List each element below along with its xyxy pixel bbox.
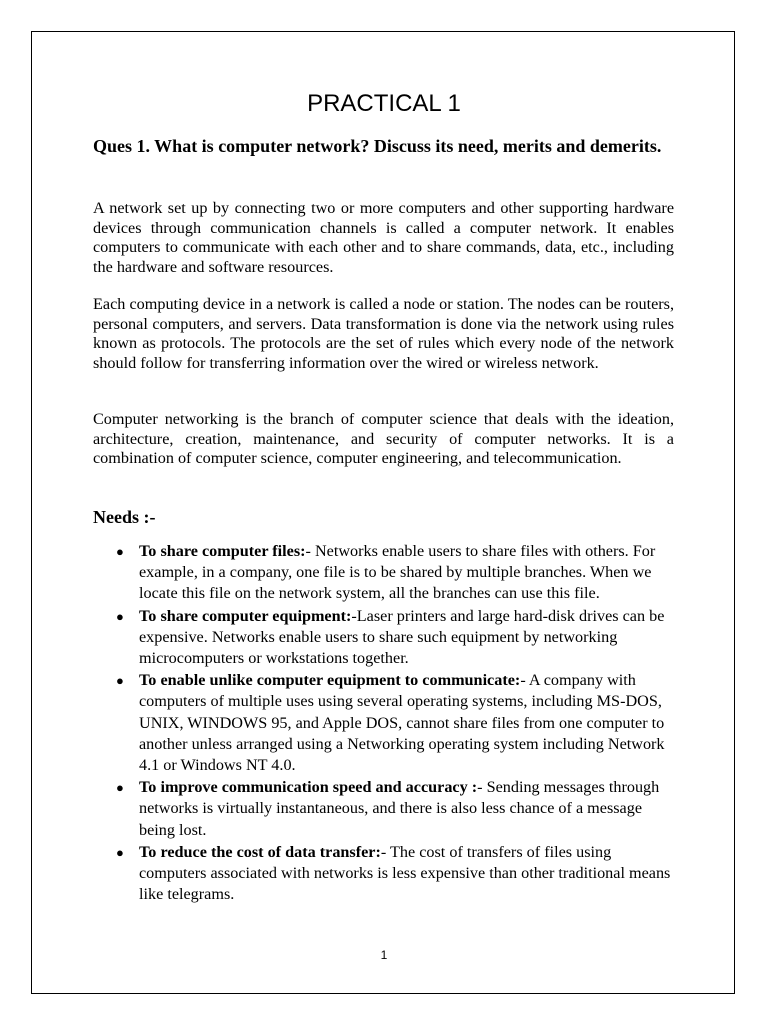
list-item-title: To reduce the cost of data transfer: xyxy=(139,842,381,861)
list-item-title: To improve communication speed and accuracy : xyxy=(139,778,478,797)
paragraph-networking: Computer networking is the branch of computer science that deals with the ideation, architecture, creation, maintenance, and security of computer networks. It is a combination of computer science, computer engineering, and telecommunication. xyxy=(93,410,674,467)
list-item-communication-speed xyxy=(0,777,679,841)
list-item-text: - The cost of transfers of files using computers associated with networks is less expensive than other traditional means like telegrams. xyxy=(139,842,671,904)
list-item-title: To enable unlike computer equipment to communicate: xyxy=(139,671,521,690)
list-item-share-files xyxy=(0,541,679,605)
bullet-icon: ● xyxy=(116,673,124,689)
bullet-icon: ● xyxy=(116,780,124,796)
paragraph-nodes: Each computing device in a network is called a node or station. The nodes can be routers, personal computers, and servers. Data transformation is done via the network using rules known as protocols. The protocols are the set of rules which every node of the network should follow for transferring information over the wired or wireless network. xyxy=(93,295,674,372)
bullet-icon: ● xyxy=(116,608,124,624)
needs-heading: Needs :- xyxy=(93,507,156,527)
list-item-share-equipment xyxy=(0,606,679,670)
bullet-icon: ● xyxy=(116,544,124,559)
list-item-text: - A company with computers of multiple uses using several operating systems, including MS-DOS, UNIX, WINDOWS 95, and Apple DOS, cannot share files from one computer to another unless arranged using a Networking operating system including Network 4.1 or Windows NT 4.0. xyxy=(139,671,665,775)
list-item-reduce-cost xyxy=(0,842,679,906)
paragraph-definition: A network set up by connecting two or more computers and other supporting hardware devices through communication channels is called a computer network. It enables computers to communicate with each other and to share commands, data, etc., including the hardware and software resources. xyxy=(93,199,674,276)
page-number: 1 xyxy=(380,948,388,962)
list-item-text: - Sending messages through networks is virtually instantaneous, and there is also less chance of a message being lost. xyxy=(139,778,660,839)
page-title: PRACTICAL 1 xyxy=(307,90,461,117)
list-item-title: To share computer files: xyxy=(139,542,306,560)
list-item-text: -Laser printers and large hard-disk drives can be expensive. Networks enable users to share such equipment by networking microcomputers or workstations together. xyxy=(139,606,665,668)
question-heading: Ques 1. What is computer network? Discuss its need, merits and demerits. xyxy=(93,136,662,156)
bullet-icon: ● xyxy=(116,844,124,860)
list-item-unlike-equipment xyxy=(0,670,679,776)
needs-list xyxy=(0,541,768,906)
list-item-title: To share computer equipment: xyxy=(139,606,352,625)
list-item-text: - Networks enable users to share files with others. For example, in a company, one file is to be shared by multiple branches. When we locate this file on the network system, all the branches can use this file. xyxy=(139,542,656,603)
